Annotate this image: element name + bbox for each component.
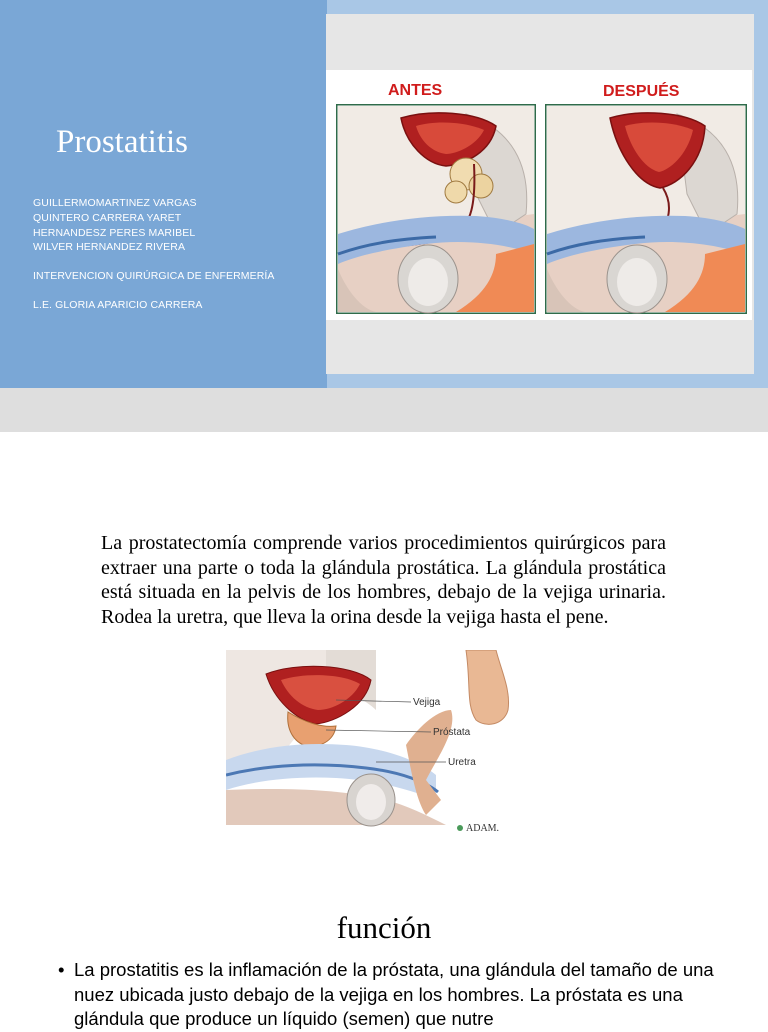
label-after: DESPUÉS	[603, 83, 680, 100]
prostate-anatomy-figure	[226, 650, 526, 835]
bullet-text: La prostatitis es la inflamación de la próstata, una glándula del tamaño de una nuez ubicada justo debajo de la vejiga en los hombres. La próstata es una glándula que produce un líquido (semen) que nutre	[74, 959, 714, 1029]
prostate-anatomy-illustration	[226, 650, 526, 835]
anatomy-before-illustration	[336, 104, 536, 314]
figure-credit: ADAM.	[466, 823, 500, 834]
author-line: QUINTERO CARRERA YARET	[33, 212, 182, 224]
anatomy-after-illustration	[545, 104, 747, 314]
slide-title: Prostatitis	[56, 124, 189, 160]
description-paragraph: La prostatectomía comprende varios procedimientos quirúrgicos para extraer una parte o toda la glándula prostática. La glándula prostática está situada en la pelvis de los hombres, debajo de la vejiga urinaria. Rodea la uretra, que lleva la orina desde la vejiga hasta el pene.	[101, 532, 666, 628]
slide-separator	[0, 388, 768, 432]
bullet-dot-icon: •	[58, 959, 65, 980]
adam-logo-icon	[457, 825, 463, 831]
course-line: INTERVENCION QUIRÚRGICA DE ENFERMERÍA	[33, 270, 275, 282]
author-line: GUILLERMOMARTINEZ VARGAS	[33, 197, 197, 209]
slide-1	[0, 0, 768, 388]
bullet-item	[58, 958, 738, 1032]
before-after-figure	[326, 70, 752, 320]
label-prostata: Próstata	[433, 727, 471, 738]
title-panel	[0, 0, 327, 388]
label-vejiga: Vejiga	[413, 697, 441, 708]
author-line: HERNANDESZ PERES MARIBEL	[33, 227, 196, 239]
author-line: WILVER HERNANDEZ RIVERA	[33, 241, 186, 253]
label-before: ANTES	[388, 82, 443, 99]
label-uretra: Uretra	[448, 757, 476, 768]
teacher-line: L.E. GLORIA APARICIO CARRERA	[33, 299, 203, 311]
section-heading: función	[336, 910, 432, 945]
